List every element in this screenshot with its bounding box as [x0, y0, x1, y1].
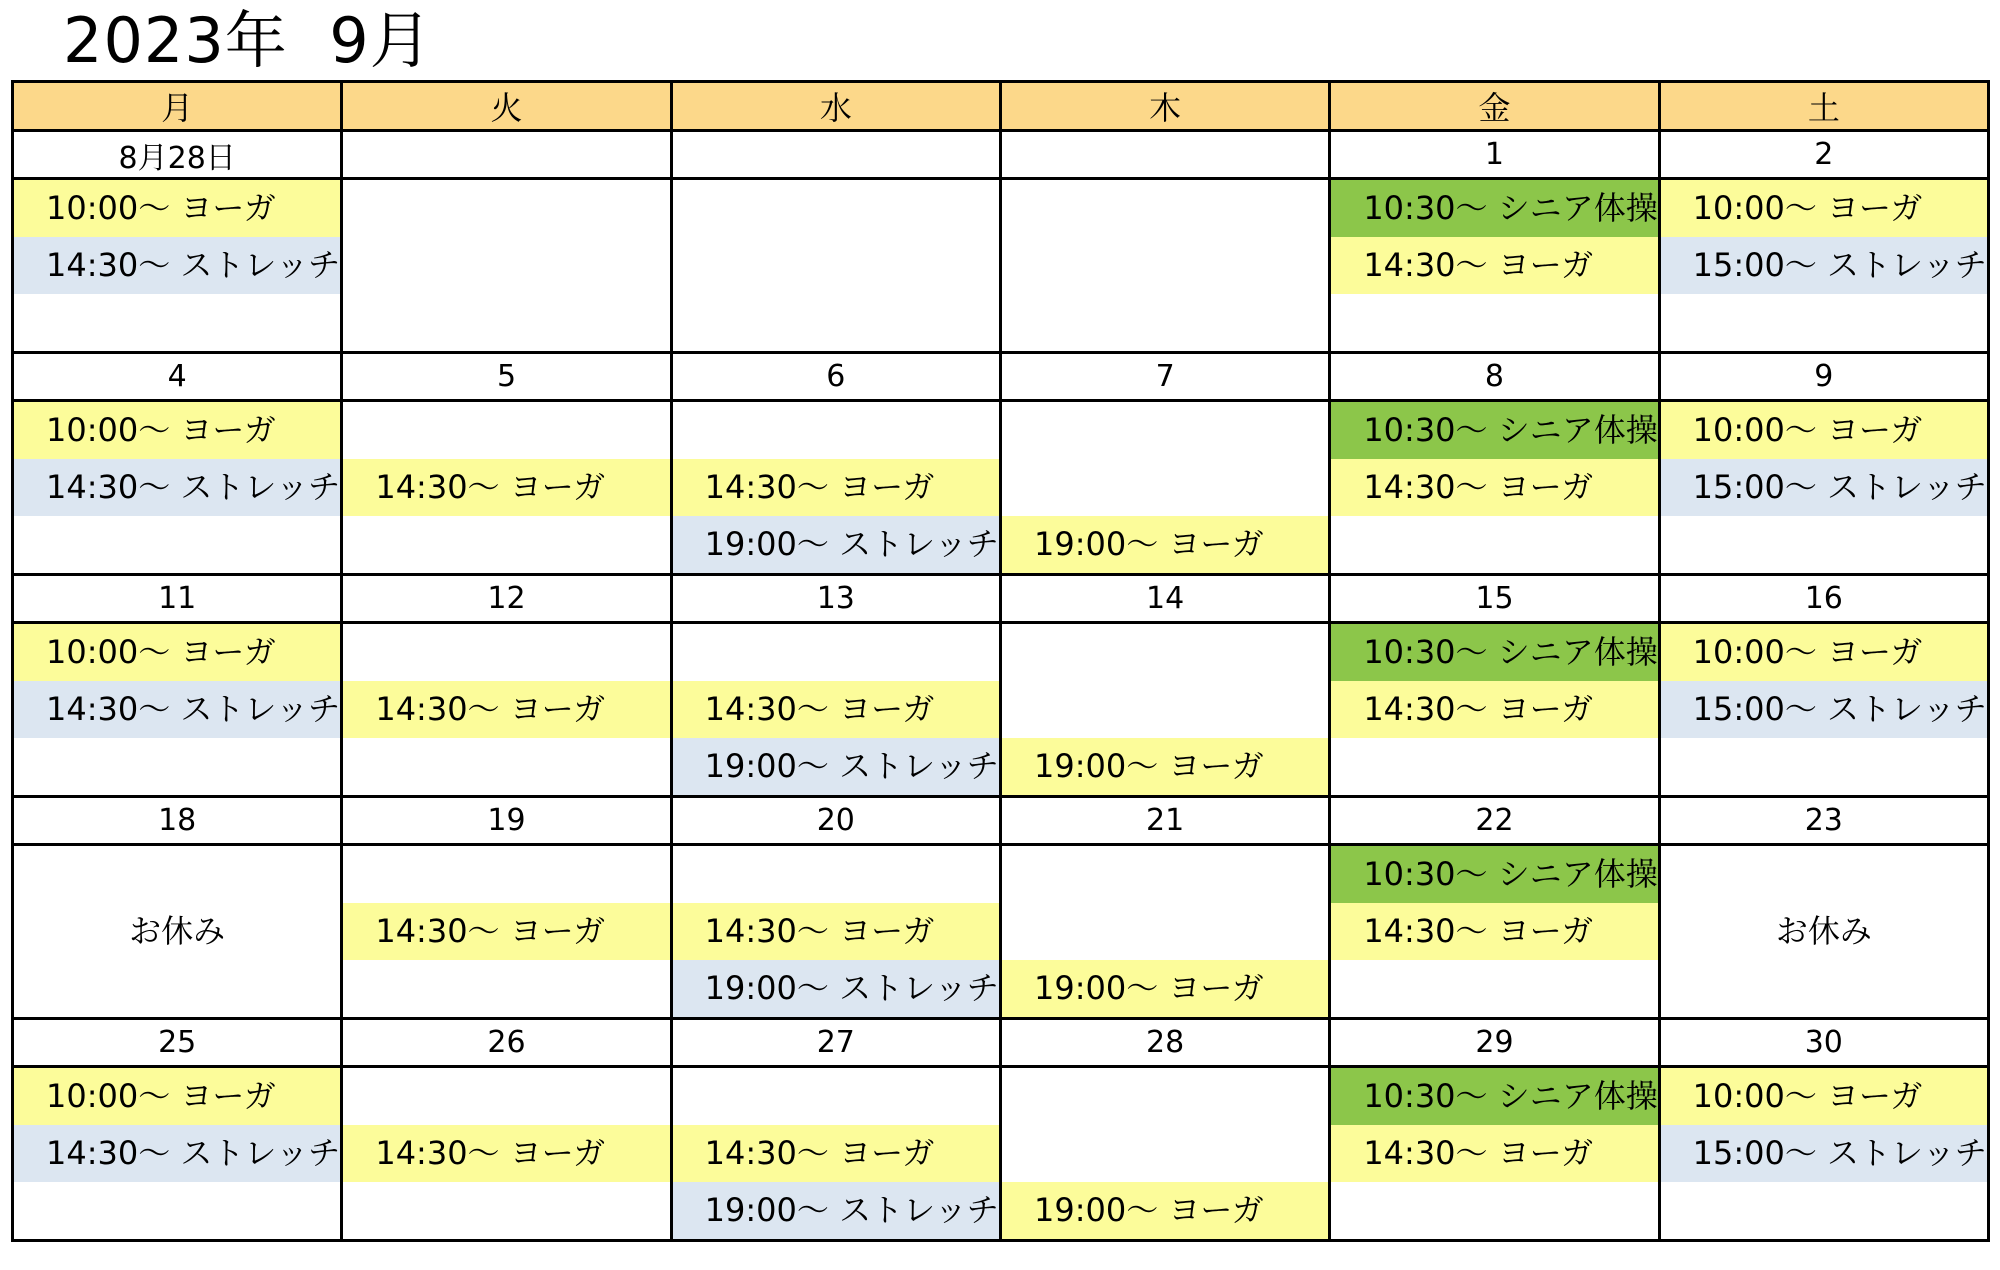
class-time: 14:30〜: [704, 690, 829, 728]
class-slot-yoga: [1661, 624, 1987, 681]
day-cell-mon: [13, 179, 342, 353]
empty-slot: [673, 402, 999, 459]
empty-slot: [673, 846, 999, 903]
class-slot-yoga: [1331, 459, 1657, 516]
event-row: [13, 179, 1989, 353]
empty-slot: [1002, 237, 1328, 294]
day-cell-thu: [1000, 401, 1329, 575]
class-slot-yoga: [14, 402, 340, 459]
class-name: シニア体操: [1497, 855, 1658, 893]
class-slot-yoga: [673, 1125, 999, 1182]
day-number-sat: 16: [1659, 575, 1988, 623]
day-cell-tue: [342, 623, 671, 797]
class-time: 14:30〜: [46, 468, 171, 506]
slot-spacer: [1488, 633, 1498, 671]
slot-spacer: [1817, 246, 1827, 284]
class-name: ヨーガ: [1497, 1134, 1594, 1172]
empty-slot: [1002, 1125, 1328, 1182]
class-slot-yoga: [1002, 738, 1328, 795]
class-name: ヨーガ: [839, 1134, 935, 1172]
class-name: ヨーガ: [180, 411, 276, 449]
empty-slot: [1331, 516, 1657, 573]
day-cell-mon: [13, 401, 342, 575]
empty-slot: [1331, 960, 1657, 1017]
day-number-tue: 19: [342, 797, 671, 845]
day-number-fri: 8: [1330, 353, 1659, 401]
slot-spacer: [829, 747, 839, 785]
empty-slot: [14, 738, 340, 795]
closed-label: お休み: [1775, 912, 1872, 950]
slot-spacer: [1817, 468, 1827, 506]
class-name: ストレッチ: [839, 969, 999, 1007]
class-slot-senior: [1331, 402, 1657, 459]
empty-slot: [343, 294, 669, 351]
slot-spacer: [1158, 1191, 1168, 1229]
day-number-mon: 11: [13, 575, 342, 623]
event-row: [13, 401, 1989, 575]
class-slot-yoga: [1331, 237, 1657, 294]
class-time: 14:30〜: [375, 912, 500, 950]
class-slot-stretch: [673, 738, 999, 795]
empty-slot: [1002, 1068, 1328, 1125]
empty-slot: [1331, 738, 1657, 795]
slot-spacer: [1488, 855, 1498, 893]
class-time: 19:00〜: [704, 747, 829, 785]
day-cell-fri: [1330, 179, 1659, 353]
day-cell-wed: [671, 845, 1000, 1019]
class-name: ヨーガ: [509, 690, 606, 728]
class-time: 10:30〜: [1363, 855, 1488, 893]
day-cell-fri: [1330, 401, 1659, 575]
class-name: ストレッチ: [180, 1134, 341, 1172]
slot-spacer: [1817, 411, 1827, 449]
date-row: [13, 353, 1989, 401]
class-slot-yoga: [343, 459, 669, 516]
class-name: ヨーガ: [180, 189, 276, 227]
empty-slot: [1002, 681, 1328, 738]
class-time: 10:00〜: [1692, 411, 1817, 449]
class-name: ヨーガ: [839, 690, 935, 728]
class-name: ヨーガ: [1497, 468, 1594, 506]
slot-spacer: [500, 690, 510, 728]
class-time: 10:00〜: [1692, 633, 1817, 671]
class-slot-yoga: [14, 624, 340, 681]
calendar-body: [13, 131, 1989, 1241]
empty-slot: [343, 960, 669, 1017]
class-time: 14:30〜: [704, 1134, 829, 1172]
empty-slot: [343, 738, 669, 795]
day-number-sat: 9: [1659, 353, 1988, 401]
empty-slot: [14, 1182, 340, 1239]
class-name: シニア体操: [1497, 189, 1658, 227]
empty-slot: [1661, 738, 1987, 795]
class-slot-yoga: [343, 681, 669, 738]
empty-slot: [343, 180, 669, 237]
empty-slot: [343, 1182, 669, 1239]
day-number-tue: 12: [342, 575, 671, 623]
class-name: ヨーガ: [1168, 969, 1264, 1007]
class-slot-stretch: [673, 1182, 999, 1239]
day-cell-sat: [1659, 401, 1988, 575]
empty-slot: [343, 624, 669, 681]
slot-spacer: [170, 1077, 180, 1115]
class-time: 19:00〜: [1033, 1191, 1159, 1229]
slot-spacer: [1488, 246, 1498, 284]
weekday-header-thu: 木: [1000, 82, 1329, 131]
day-cell-fri: [1330, 1067, 1659, 1241]
class-slot-senior: [1331, 180, 1657, 237]
empty-slot: [343, 1068, 669, 1125]
day-number-fri: 22: [1330, 797, 1659, 845]
class-name: ヨーガ: [1827, 1077, 1923, 1115]
class-name: ヨーガ: [1497, 246, 1594, 284]
class-time: 19:00〜: [1033, 747, 1159, 785]
class-slot-yoga: [1661, 402, 1987, 459]
slot-spacer: [1488, 912, 1498, 950]
day-number-thu: [1000, 131, 1329, 179]
closed-label: お休み: [129, 912, 226, 950]
class-time: 15:00〜: [1692, 468, 1817, 506]
class-time: 19:00〜: [1033, 525, 1159, 563]
class-slot-yoga: [343, 1125, 669, 1182]
class-name: ストレッチ: [1827, 690, 1987, 728]
class-time: 14:30〜: [1363, 690, 1488, 728]
class-slot-yoga: [14, 1068, 340, 1125]
empty-slot: [343, 237, 669, 294]
slot-spacer: [1817, 189, 1827, 227]
class-slot-stretch: [1661, 681, 1987, 738]
class-time: 14:30〜: [1363, 912, 1488, 950]
class-slot-stretch: [14, 237, 340, 294]
day-cell-mon: [13, 845, 342, 1019]
day-number-wed: 20: [671, 797, 1000, 845]
class-slot-stretch: [673, 960, 999, 1017]
class-slot-yoga: [1331, 903, 1657, 960]
empty-slot: [14, 516, 340, 573]
day-cell-sat: [1659, 623, 1988, 797]
weekday-header-wed: 水: [671, 82, 1000, 131]
day-number-tue: 26: [342, 1019, 671, 1067]
class-time: 14:30〜: [704, 468, 829, 506]
day-number-mon: 18: [13, 797, 342, 845]
class-time: 10:30〜: [1363, 189, 1488, 227]
class-slot-stretch: [14, 459, 340, 516]
class-name: シニア体操: [1497, 411, 1658, 449]
class-name: ストレッチ: [180, 246, 341, 284]
empty-slot: [1002, 459, 1328, 516]
class-time: 19:00〜: [704, 969, 829, 1007]
day-number-sat: 30: [1659, 1019, 1988, 1067]
class-slot-stretch: [14, 1125, 340, 1182]
slot-spacer: [1817, 1134, 1827, 1172]
empty-slot: [14, 294, 340, 351]
class-name: ヨーガ: [509, 912, 606, 950]
weekday-header-sat: 土: [1659, 82, 1988, 131]
class-name: ヨーガ: [1827, 189, 1923, 227]
slot-spacer: [170, 246, 180, 284]
class-time: 14:30〜: [46, 246, 171, 284]
day-cell-tue: [342, 845, 671, 1019]
day-cell-sat: [1659, 1067, 1988, 1241]
slot-spacer: [1158, 747, 1168, 785]
class-name: ヨーガ: [1168, 747, 1264, 785]
date-row: [13, 131, 1989, 179]
day-cell-mon: [13, 1067, 342, 1241]
slot-spacer: [829, 969, 839, 1007]
class-name: ヨーガ: [1168, 1191, 1264, 1229]
date-row: [13, 575, 1989, 623]
day-cell-sat: [1659, 845, 1988, 1019]
class-time: 14:30〜: [375, 690, 500, 728]
empty-slot: [1002, 294, 1328, 351]
class-slot-yoga: [1661, 1068, 1987, 1125]
day-number-thu: 28: [1000, 1019, 1329, 1067]
class-name: ストレッチ: [180, 468, 341, 506]
day-number-mon: 4: [13, 353, 342, 401]
class-time: 14:30〜: [1363, 246, 1488, 284]
class-slot-yoga: [14, 180, 340, 237]
empty-slot: [673, 237, 999, 294]
slot-spacer: [500, 912, 510, 950]
class-slot-yoga: [673, 903, 999, 960]
empty-slot: [1002, 624, 1328, 681]
empty-slot: [343, 402, 669, 459]
class-name: ヨーガ: [839, 912, 935, 950]
class-time: 15:00〜: [1692, 1134, 1817, 1172]
class-slot-stretch: [1661, 1125, 1987, 1182]
class-name: ストレッチ: [839, 747, 999, 785]
day-number-wed: [671, 131, 1000, 179]
class-slot-yoga: [1002, 516, 1328, 573]
class-name: ヨーガ: [1497, 690, 1594, 728]
day-number-wed: 6: [671, 353, 1000, 401]
slot-spacer: [1158, 969, 1168, 1007]
day-cell-tue: [342, 401, 671, 575]
day-cell-wed: [671, 401, 1000, 575]
day-number-tue: [342, 131, 671, 179]
class-name: ヨーガ: [1497, 912, 1594, 950]
day-cell-fri: [1330, 623, 1659, 797]
empty-slot: [673, 624, 999, 681]
empty-slot: [673, 1068, 999, 1125]
slot-spacer: [1488, 1077, 1498, 1115]
class-slot-senior: [1331, 624, 1657, 681]
class-time: 19:00〜: [704, 525, 829, 563]
event-row: [13, 845, 1989, 1019]
empty-slot: [1331, 1182, 1657, 1239]
class-time: 10:00〜: [46, 189, 171, 227]
class-name: ヨーガ: [509, 468, 606, 506]
date-row: [13, 797, 1989, 845]
weekday-header-tue: 火: [342, 82, 671, 131]
slot-spacer: [829, 1134, 839, 1172]
class-slot-yoga: [673, 681, 999, 738]
day-number-fri: 29: [1330, 1019, 1659, 1067]
class-time: 10:00〜: [46, 633, 171, 671]
class-time: 19:00〜: [704, 1191, 829, 1229]
slot-spacer: [170, 411, 180, 449]
slot-spacer: [829, 912, 839, 950]
slot-spacer: [500, 1134, 510, 1172]
empty-slot: [1661, 1182, 1987, 1239]
class-time: 19:00〜: [1033, 969, 1159, 1007]
day-cell-wed: [671, 623, 1000, 797]
class-name: ストレッチ: [1827, 246, 1987, 284]
class-name: ストレッチ: [180, 690, 341, 728]
class-name: ヨーガ: [509, 1134, 606, 1172]
slot-spacer: [1817, 1077, 1827, 1115]
slot-spacer: [170, 1134, 180, 1172]
class-slot-stretch: [1661, 459, 1987, 516]
day-cell-wed: [671, 1067, 1000, 1241]
class-time: 14:30〜: [1363, 468, 1488, 506]
class-slot-yoga: [1661, 180, 1987, 237]
class-time: 10:00〜: [1692, 1077, 1817, 1115]
slot-spacer: [829, 525, 839, 563]
day-cell-thu: [1000, 1067, 1329, 1241]
weekday-header-fri: 金: [1330, 82, 1659, 131]
slot-spacer: [1488, 690, 1498, 728]
empty-slot: [1002, 180, 1328, 237]
empty-slot: [1002, 903, 1328, 960]
day-number-wed: 13: [671, 575, 1000, 623]
class-time: 14:30〜: [1363, 1134, 1488, 1172]
class-time: 15:00〜: [1692, 246, 1817, 284]
day-number-fri: 15: [1330, 575, 1659, 623]
slot-spacer: [829, 1191, 839, 1229]
day-number-thu: 7: [1000, 353, 1329, 401]
day-cell-mon: [13, 623, 342, 797]
class-name: シニア体操: [1497, 633, 1658, 671]
schedule-calendar: [11, 80, 1990, 1242]
class-name: シニア体操: [1497, 1077, 1658, 1115]
slot-spacer: [1488, 411, 1498, 449]
empty-slot: [343, 846, 669, 903]
day-number-thu: 14: [1000, 575, 1329, 623]
empty-slot: [673, 294, 999, 351]
class-time: 10:00〜: [46, 1077, 171, 1115]
empty-slot: [1661, 294, 1987, 351]
day-cell-wed: [671, 179, 1000, 353]
class-slot-yoga: [1002, 1182, 1328, 1239]
class-time: 14:30〜: [46, 690, 171, 728]
slot-spacer: [170, 189, 180, 227]
empty-slot: [1331, 294, 1657, 351]
event-row: [13, 1067, 1989, 1241]
class-slot-yoga: [343, 903, 669, 960]
class-time: 10:30〜: [1363, 633, 1488, 671]
day-number-tue: 5: [342, 353, 671, 401]
slot-spacer: [1488, 1134, 1498, 1172]
class-time: 15:00〜: [1692, 690, 1817, 728]
date-row: [13, 1019, 1989, 1067]
slot-spacer: [1488, 468, 1498, 506]
class-name: ヨーガ: [1827, 633, 1923, 671]
slot-spacer: [1158, 525, 1168, 563]
class-name: ヨーガ: [839, 468, 935, 506]
event-row: [13, 623, 1989, 797]
slot-spacer: [170, 633, 180, 671]
day-cell-tue: [342, 179, 671, 353]
day-cell-thu: [1000, 623, 1329, 797]
class-slot-stretch: [14, 681, 340, 738]
slot-spacer: [500, 468, 510, 506]
class-slot-stretch: [673, 516, 999, 573]
class-name: ストレッチ: [1827, 1134, 1987, 1172]
class-time: 10:00〜: [46, 411, 171, 449]
class-time: 10:00〜: [1692, 189, 1817, 227]
weekday-header-row: [13, 82, 1989, 131]
class-slot-yoga: [1002, 960, 1328, 1017]
day-number-mon: 25: [13, 1019, 342, 1067]
empty-slot: [1661, 516, 1987, 573]
slot-spacer: [170, 690, 180, 728]
day-number-sat: 23: [1659, 797, 1988, 845]
empty-slot: [1002, 402, 1328, 459]
day-number-fri: 1: [1330, 131, 1659, 179]
day-number-sat: 2: [1659, 131, 1988, 179]
class-time: 14:30〜: [375, 468, 500, 506]
calendar-title: 2023年 9月: [63, 4, 433, 77]
weekday-header-mon: 月: [13, 82, 342, 131]
slot-spacer: [1817, 690, 1827, 728]
day-number-mon: 8月28日: [13, 131, 342, 179]
day-cell-thu: [1000, 845, 1329, 1019]
class-slot-senior: [1331, 1068, 1657, 1125]
class-slot-senior: [1331, 846, 1657, 903]
slot-spacer: [1817, 633, 1827, 671]
day-cell-fri: [1330, 845, 1659, 1019]
class-name: ヨーガ: [1168, 525, 1264, 563]
class-slot-yoga: [1331, 681, 1657, 738]
class-slot-yoga: [673, 459, 999, 516]
empty-slot: [343, 516, 669, 573]
class-name: ヨーガ: [180, 1077, 276, 1115]
day-cell-sat: [1659, 179, 1988, 353]
class-time: 10:30〜: [1363, 1077, 1488, 1115]
empty-slot: [1002, 846, 1328, 903]
class-time: 10:30〜: [1363, 411, 1488, 449]
class-slot-yoga: [1331, 1125, 1657, 1182]
empty-slot: [673, 180, 999, 237]
day-number-thu: 21: [1000, 797, 1329, 845]
class-time: 14:30〜: [375, 1134, 500, 1172]
slot-spacer: [829, 468, 839, 506]
day-cell-thu: [1000, 179, 1329, 353]
class-slot-stretch: [1661, 237, 1987, 294]
class-name: ストレッチ: [839, 525, 999, 563]
class-name: ヨーガ: [180, 633, 276, 671]
class-time: 14:30〜: [704, 912, 829, 950]
slot-spacer: [170, 468, 180, 506]
day-cell-tue: [342, 1067, 671, 1241]
slot-spacer: [829, 690, 839, 728]
day-number-wed: 27: [671, 1019, 1000, 1067]
class-time: 14:30〜: [46, 1134, 171, 1172]
class-name: ヨーガ: [1827, 411, 1923, 449]
slot-spacer: [1488, 189, 1498, 227]
class-name: ストレッチ: [1827, 468, 1987, 506]
class-name: ストレッチ: [839, 1191, 999, 1229]
